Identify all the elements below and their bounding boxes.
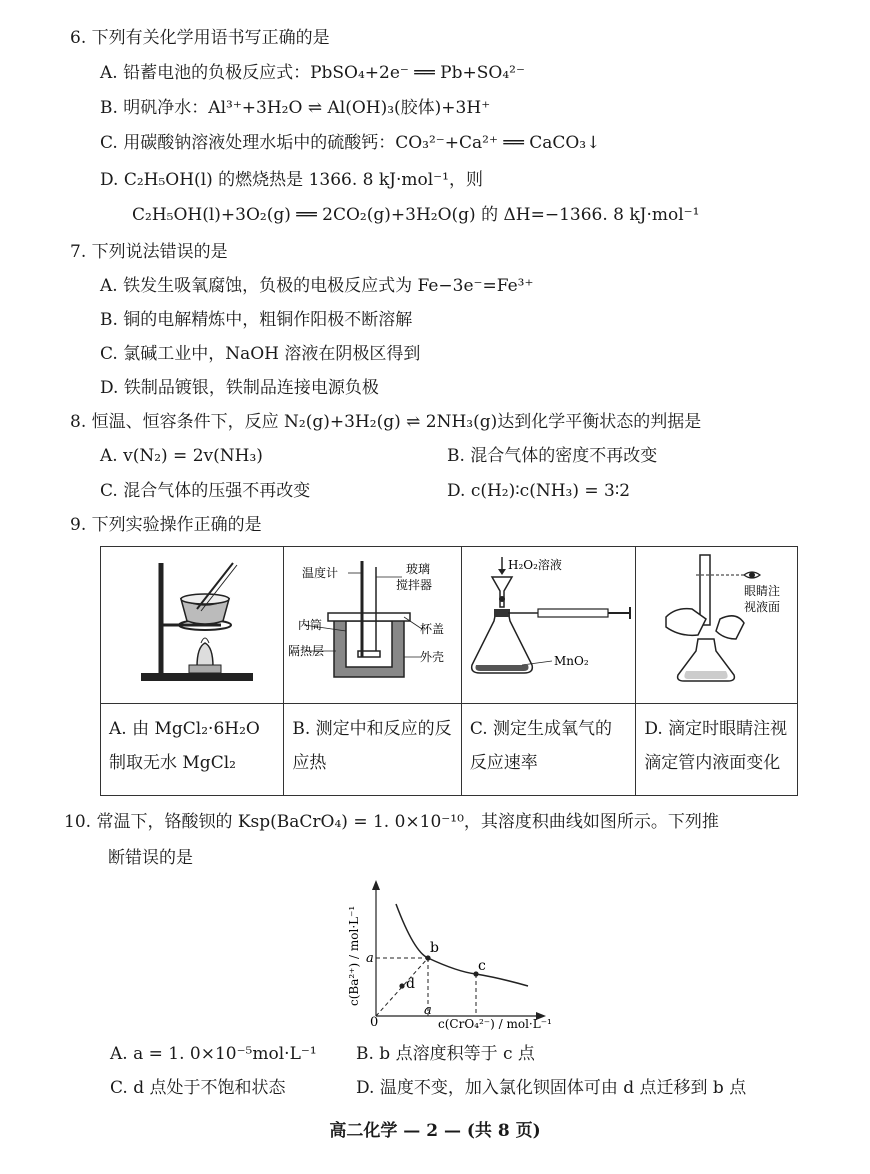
q8-option-c: C. 混合气体的压强不再改变 xyxy=(100,481,311,501)
q6-option-d-line2: C₂H₅OH(l)+3O₂(g) ══ 2CO₂(g)+3H₂O(g) 的 ΔH=−1366. 8 kJ·mol⁻¹ xyxy=(132,205,700,225)
q9-option-d-cell xyxy=(636,703,798,795)
label-thermometer: 温度计 xyxy=(302,566,339,580)
q9-image-d xyxy=(636,547,798,704)
label-inner-cup: 内筒 xyxy=(298,618,323,632)
gas-syringe-apparatus-icon xyxy=(462,547,637,687)
q7-option-d: D. 铁制品镀银，铁制品连接电源负极 xyxy=(100,378,379,398)
label-a-y: a xyxy=(366,951,374,966)
q10-option-b: B. b 点溶度积等于 c 点 xyxy=(356,1044,535,1064)
label-shell: 外壳 xyxy=(420,650,445,664)
calorimeter-icon xyxy=(284,547,462,687)
label-h2o2: H₂O₂溶液 xyxy=(507,558,562,572)
q10-option-a: A. a = 1. 0×10⁻⁵mol·L⁻¹ xyxy=(110,1044,317,1064)
q8-option-d: D. c(H₂)∶c(NH₃) = 3∶2 xyxy=(447,481,631,501)
q7-option-c: C. 氯碱工业中，NaOH 溶液在阴极区得到 xyxy=(100,344,421,364)
label-eye-1: 眼睛注 xyxy=(744,584,781,598)
label-insulation: 隔热层 xyxy=(288,644,325,658)
label-stirrer-2: 搅拌器 xyxy=(396,578,433,592)
q9-table xyxy=(100,546,798,796)
q8-option-b: B. 混合气体的密度不再改变 xyxy=(447,446,658,466)
titration-icon xyxy=(636,547,798,687)
q10-stem-line1: 10. 常温下，铬酸钡的 Ksp(BaCrO₄) = 1. 0×10⁻¹⁰，其溶度积曲线如图所示。下列推 xyxy=(64,812,719,832)
q6-option-d-line1: D. C₂H₅OH(l) 的燃烧热是 1366. 8 kJ·mol⁻¹，则 xyxy=(100,170,483,190)
q9-option-b: B. 测定中和反应的反应热 xyxy=(292,718,452,773)
x-axis-label: c(CrO₄²⁻) / mol·L⁻¹ xyxy=(438,1017,552,1031)
label-a-x: a xyxy=(424,1003,432,1018)
q9-option-b-cell xyxy=(284,703,461,795)
q6-option-b: B. 明矾净水：Al³⁺+3H₂O ⇌ Al(OH)₃(胶体)+3H⁺ xyxy=(100,98,491,118)
q7-option-a: A. 铁发生吸氧腐蚀，负极的电极反应式为 Fe−3e⁻=Fe³⁺ xyxy=(100,276,534,296)
q9-option-a: A. 由 MgCl₂·6H₂O 制取无水 MgCl₂ xyxy=(109,718,260,773)
label-origin: 0 xyxy=(370,1015,379,1030)
q7-stem: 7. 下列说法错误的是 xyxy=(70,242,228,262)
q9-option-a-cell xyxy=(101,703,284,795)
y-axis-label: c(Ba²⁺) / mol·L⁻¹ xyxy=(347,905,361,1006)
q6-option-c: C. 用碳酸钠溶液处理水垢中的硫酸钙：CO₃²⁻+Ca²⁺ ══ CaCO₃↓ xyxy=(100,133,601,153)
q9-option-c-cell xyxy=(461,703,636,795)
q9-image-b xyxy=(284,547,461,704)
q10-option-c: C. d 点处于不饱和状态 xyxy=(110,1078,286,1098)
label-mno2: MnO₂ xyxy=(553,654,589,668)
q9-option-c: C. 测定生成氧气的反应速率 xyxy=(469,718,613,773)
point-d xyxy=(399,983,404,988)
solubility-curve-graph xyxy=(330,874,580,1036)
label-d: d xyxy=(406,976,415,992)
q9-stem: 9. 下列实验操作正确的是 xyxy=(70,515,262,535)
q8-option-a: A. v(N₂) = 2v(NH₃) xyxy=(100,446,263,466)
label-eye-2: 视液面 xyxy=(744,600,781,614)
q6-stem: 6. 下列有关化学用语书写正确的是 xyxy=(70,28,330,48)
q8-stem: 8. 恒温、恒容条件下，反应 N₂(g)+3H₂(g) ⇌ 2NH₃(g)达到化学平衡状态的判据是 xyxy=(70,412,702,432)
label-lid: 杯盖 xyxy=(420,622,445,636)
q6-option-a: A. 铅蓄电池的负极反应式：PbSO₄+2e⁻ ══ Pb+SO₄²⁻ xyxy=(100,63,525,83)
q10-option-d: D. 温度不变，加入氯化钡固体可由 d 点迁移到 b 点 xyxy=(356,1078,747,1098)
label-c: c xyxy=(478,958,486,974)
label-stirrer-1: 玻璃 xyxy=(406,562,431,576)
q9-image-a xyxy=(101,547,284,704)
q9-option-d: D. 滴定时眼睛注视滴定管内液面变化 xyxy=(644,718,788,773)
q7-option-b: B. 铜的电解精炼中，粗铜作阳极不断溶解 xyxy=(100,310,413,330)
q9-image-c xyxy=(461,547,636,704)
point-b xyxy=(425,955,430,960)
page-footer: 高二化学 — 2 — (共 8 页) xyxy=(329,1121,541,1141)
q10-stem-line2: 断错误的是 xyxy=(108,848,193,868)
heating-apparatus-icon xyxy=(101,547,284,687)
label-b: b xyxy=(430,940,439,956)
